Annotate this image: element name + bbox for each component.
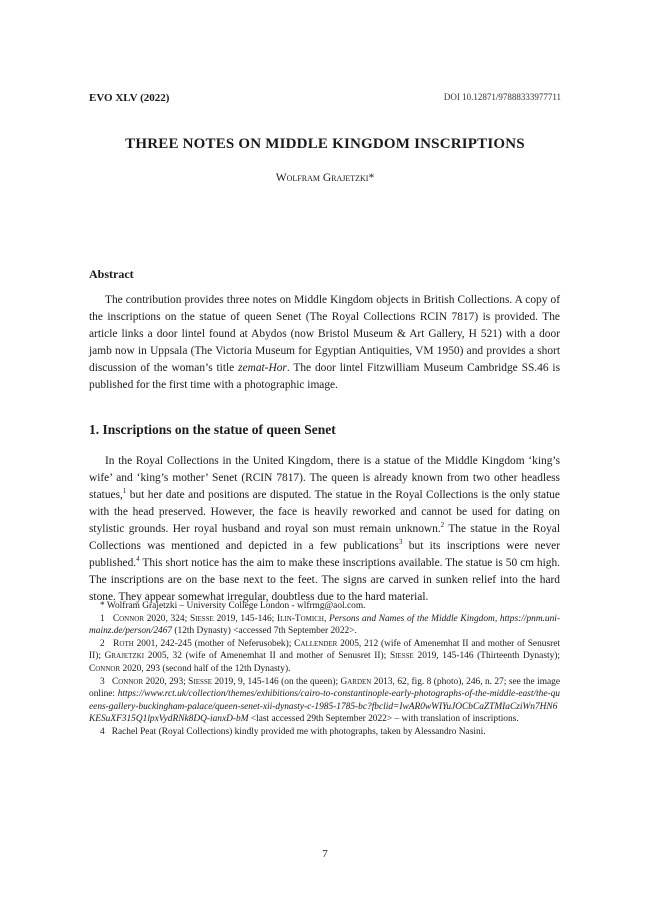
- cited-author: Connor: [112, 613, 145, 624]
- footnote-text: 2020, 324;: [144, 613, 190, 624]
- paragraph-text: The statue in the Royal Collections was mentioned and depicted in a few publications: [89, 522, 560, 552]
- footnote-text: Rachel Peat (Royal Collections) kindly provided me with photographs, taken by Alessandro Nasini.: [111, 726, 486, 737]
- paragraph-text: This short notice has the aim to make these inscriptions available. The statue is 50 cm high. The inscriptions are on the base next to the feet. The signs are carved in sunken relief into the hard stone. They appear somewhat irregular, doubtless due to the hard material.: [89, 556, 560, 603]
- footnote-text: 2020, 293 (second half of the 12th Dynasty).: [120, 663, 291, 674]
- footnote-ref[interactable]: 2: [440, 521, 445, 530]
- author-name: Wolfram Grajetzki*: [275, 172, 375, 184]
- footnote-ref[interactable]: 1: [122, 487, 127, 496]
- footnote-ref[interactable]: 3: [398, 537, 403, 546]
- footnote-text: 2001, 242-245 (mother of Neferusobek);: [133, 638, 295, 649]
- cited-author: Siesse: [389, 651, 414, 662]
- cited-author: Garden: [340, 676, 372, 687]
- cited-author: Connor: [111, 676, 144, 687]
- footnote-text: 2019, 145-146;: [213, 613, 277, 624]
- cited-author: Callender: [294, 638, 338, 649]
- paragraph-text: In the Royal Collections in the United Kingdom, there is a statue of the Middle Kingdom ‘king’s wife’ and ‘king’s mother’ Senet (RCIN 7817). The queen is already known from two other headless statues,: [89, 455, 560, 501]
- cited-author: Ilin-Tomich: [276, 613, 324, 624]
- cited-author: Connor: [89, 663, 121, 674]
- journal-title: EVO XLV (2022): [89, 92, 170, 104]
- abstract-heading: Abstract: [89, 267, 134, 281]
- footnote-number: 1: [100, 613, 105, 624]
- cited-author: Grajetzki: [104, 651, 145, 662]
- running-head: [89, 92, 561, 104]
- footnote-ref[interactable]: 4: [136, 554, 140, 563]
- footnote-text: 2005, 212 (wife of Amenemhat II and mother of Senusret II);: [89, 638, 560, 662]
- footnote-text: 2005, 32 (wife of Amenemhat II and mother of Senusret II);: [144, 651, 390, 662]
- footnote-4: [89, 726, 560, 739]
- footnote-1: [89, 613, 560, 638]
- section-heading: 1. Inscriptions on the statue of queen Senet: [89, 422, 336, 437]
- footnote-text: 2019, 145-146 (Thirteenth Dynasty);: [413, 651, 561, 662]
- footnotes: [89, 600, 560, 739]
- footnote-text: 2020, 293;: [143, 676, 189, 687]
- footnote-number: 2: [100, 638, 105, 649]
- cited-author: Siesse: [189, 613, 214, 624]
- footnote-link[interactable]: https://www.rct.uk/collection/themes/exhibitions/cairo-to-constantinople-early-photographs-of-the-middle-east/the-queens-gallery-buckingham-palace/queen-senet-xii-dynasty-c-1985-1785-bc?fbclid=IwAR0wWIYuJOCbCaZTMIaCziWn7HN6KESuXF315Q1lpxVydRNk8DQ-ianxD-bM: [89, 689, 560, 725]
- footnote-text: ,: [323, 613, 330, 624]
- cited-author: Roth: [113, 638, 134, 649]
- abstract-text-part: The contribution provides three notes on Middle Kingdom objects in British Collections. A copy of the inscriptions on the statue of queen Senet (The Royal Collections RCIN 7817) is provided. The article links a door lintel found at Abydos (now Bristol Museum & Art Gallery, H 521) with a door jamb now in Uppsala (The Victoria Museum for Egyptian Antiquities, VM 1950) and provides a short discussion of the woman’s title: [89, 294, 560, 374]
- footnote-number: 3: [100, 676, 105, 687]
- cited-author: Siesse: [188, 676, 213, 687]
- footnote-number: 4: [100, 726, 105, 737]
- abstract-title-term: zemat-Hor: [238, 361, 287, 374]
- abstract-text-part: . The door lintel Fitzwilliam Museum Cambridge SS.46 is published for the first time with a photographic image.: [89, 361, 561, 391]
- paragraph-text: but her date and positions are disputed. The statue in the Royal Collections is the only statue with the head preserved. However, the face is heavily reworked and cannot be used for dating on stylistic grounds. Her royal husband and royal son must remain unknown.: [89, 488, 560, 535]
- footnote-3: [89, 676, 560, 726]
- abstract-text: [89, 292, 560, 393]
- section-paragraph: [89, 453, 560, 606]
- page-number: 7: [322, 848, 328, 860]
- paragraph-text: but its inscriptions were never published.: [89, 539, 561, 569]
- article-title: THREE NOTES ON MIDDLE KINGDOM INSCRIPTIONS: [125, 136, 525, 152]
- doi-label: DOI 10.12871/97888333977711: [443, 92, 561, 102]
- footnote-text: (12th Dynasty) <accessed 7th September 2022>.: [172, 626, 357, 637]
- footnote-2: [89, 638, 560, 676]
- footnote-author: * Wolfram Grajetzki – University College London - wlfrmg@aol.com.: [100, 601, 366, 611]
- footnote-text: <last accessed 29th September 2022> – with translation of inscriptions.: [248, 714, 519, 725]
- footnote-link[interactable]: Persons and Names of the Middle Kingdom, https://pnm.uni-mainz.de/person/2467: [89, 613, 561, 637]
- footnote-text: 2013, 62, fig. 8 (photo), 246, n. 27; see the image online:: [89, 676, 561, 700]
- footnote-text: 2019, 9, 145-146 (on the queen);: [212, 676, 341, 687]
